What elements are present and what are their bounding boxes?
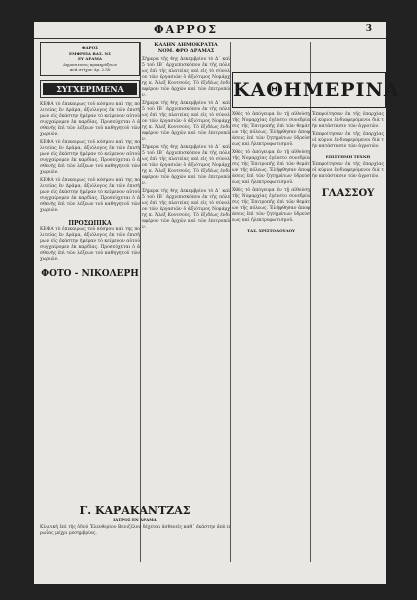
article-body: Σήμερα τῆς 4ης Δεκεμβρίου τὸ Δ΄ καὶ 5 τοῦ ΙΒ΄ ἀρχιεπισκόπου ἐκ τῆς πόλεως ἐπὶ τῆς πλατείας καὶ εἰς τὸ σύνολον τῶν ἐργασιῶν ὁ ἀξιότιμος Νομάρχης κ. Ἀλεξ Κουτσούς. Τὸ ἐξιδέως ἐνδιαφέρον τῶν ἀρχῶν καὶ τῶν ἐπιτροπῶν.: [142, 189, 230, 230]
article-body: Χθὲς τὸ ἀπόγευμα ἐν τῇ αἰθούσῃ τῆς Νομαρχίας ἐγένετο συνεδρίασις τῆς Ἐπιτροπῆς ἐπὶ τῶν θεμάτων τῆς πόλεως. Ἐλήφθησαν ἀποφάσεις ἐπὶ τῶν ζητημάτων ὑδρεύσεως καὶ ἠλεκτροφωτισμοῦ.: [232, 150, 310, 185]
section-heading: ΕΠΙΣΤΗΜΗ ΤΕΧΝΗ: [325, 154, 371, 159]
box-small: Δημοσιευσις προκηρύξεων: [63, 61, 117, 67]
article-body: ΚΕΦΑ τὸ ἐπικαιρως τοῦ κόσμου καὶ της πολιτείας ἐν Δράμα, ἀξιόλογος ἐκ τῶν ἐπισήμων εἰς ἑκάστην ἡμέραν τὸ κείμενον αὐτοῦ συγχαίρομεν ἐκ καρδίας. Προσεύχεται ὁ ἀσθενὴς ἐπὶ τῶν λέξεων τοῦ καθηγητοῦ τῶν χωριῶν.: [40, 101, 140, 137]
box-line: ΕΜΦΡΕΙΑ ΒΑΣ. ΝΣ: [69, 50, 111, 56]
box-price: ανά στίχον Δρ. 2.50: [69, 67, 111, 72]
ad-body: ΚΕΦΑ τὸ ἐπικαιρως τοῦ κόσμου καὶ της πολιτείας ἐν Δράμα, ἀξιόλογος ἐκ τῶν ἐπισήμων εἰς ἑκάστην ἡμέραν τὸ κείμενον αὐτοῦ συγχαίρομεν ἐκ καρδίας. Προσεύχεται ὁ ἀσθενὴς ἐπὶ τῶν λέξεων τοῦ καθηγητοῦ τῶν χωριῶν.: [40, 226, 140, 262]
article-body: Ἐπεφοίτησαν ἐκ τῆς ἐπαρχίας οἱ κύριοι ἐνδιαφερόμενοι διὰ τὴν κατάστασιν τῶν ἀγροτῶν.: [312, 132, 384, 149]
ad-title: ΦΟΤΟ - ΝΙΚΟΛΕΡΗ: [41, 268, 139, 279]
notice-title: ΣΥΓΧΕΡΙΜΕΝΑ: [43, 83, 137, 95]
paper-name-banner: ΚΑΘΗΜΕΡΙΝΑ: [232, 72, 386, 108]
masthead: [34, 22, 386, 39]
article-body: Σήμερα τῆς 4ης Δεκεμβρίου τὸ Δ΄ καὶ 5 τοῦ ΙΒ΄ ἀρχιεπισκόπου ἐκ τῆς πόλεως ἐπὶ τῆς πλατείας καὶ εἰς τὸ σύνολον τῶν ἐργασιῶν ὁ ἀξιότιμος Νομάρχης κ. Ἀλεξ Κουτσούς. Τὸ ἐξιδέως ἐνδιαφέρον τῶν ἀρχῶν καὶ τῶν ἐπιτροπῶν.: [142, 101, 230, 142]
section-header: ΚΑΛΗΝ ΔΗΜΟΚΡΑΤΙΑ: [154, 42, 218, 48]
section-sub: ΝΟΜ. ΦΡΟ ΔΡΑΜΑΣ: [157, 48, 215, 54]
column-rule: [310, 42, 311, 562]
page-number: 3: [365, 24, 372, 34]
ad-name: Γ. ΚΑΡΑΚΑΝΤΖΑΣ: [79, 504, 191, 517]
article-body: Ἐπεφοίτησαν ἐκ τῆς ἐπαρχίας οἱ κύριοι ἐνδιαφερόμενοι διὰ τὴν κατάστασιν τῶν ἀγροτῶν.: [312, 161, 384, 179]
article-body: Σήμερα τῆς 4ης Δεκεμβρίου τὸ Δ΄ καὶ 5 τοῦ ΙΒ΄ ἀρχιεπισκόπου ἐκ τῆς πόλεως ἐπὶ τῆς πλατείας καὶ εἰς τὸ σύνολον τῶν ἐργασιῶν ὁ ἀξιότιμος Νομάρχης κ. Ἀλεξ Κουτσούς. Τὸ ἐξιδέως ἐνδιαφέρον τῶν ἀρχῶν καὶ τῶν ἐπιτροπῶν.: [142, 57, 230, 98]
column-rule: [140, 42, 141, 562]
ad-subtitle: ΠΡΟΣΩΠΙΚΑ: [68, 219, 112, 227]
signature: ΤΑΣ. ΧΡΙΣΤΟΔΟΥΛΟΥ: [247, 228, 295, 233]
column-rule: [230, 42, 231, 562]
box-notice: [40, 80, 140, 98]
article-body: Χθὲς τὸ ἀπόγευμα ἐν τῇ αἰθούσῃ τῆς Νομαρχίας ἐγένετο συνεδρίασις τῆς Ἐπιτροπῆς ἐπὶ τῶν θεμάτων τῆς πόλεως. Ἐλήφθησαν ἀποφάσεις ἐπὶ τῶν ζητημάτων ὑδρεύσεως καὶ ἠλεκτροφωτισμοῦ.: [232, 112, 310, 147]
article-body: Ἐπεφοίτησαν ἐκ τῆς ἐπαρχίας οἱ κύριοι ἐνδιαφερόμενοι διὰ τὴν κατάστασιν τῶν ἀγροτῶν.: [312, 112, 384, 129]
newspaper-page: [34, 22, 400, 584]
article-body: ΚΕΦΑ τὸ ἐπικαιρως τοῦ κόσμου καὶ της πολιτείας ἐν Δράμα, ἀξιόλογος ἐκ τῶν ἐπισήμων εἰς ἑκάστην ἡμέραν τὸ κείμενον αὐτοῦ συγχαίρομεν ἐκ καρδίας. Προσεύχεται ὁ ἀσθενὴς ἐπὶ τῶν λέξεων τοῦ καθηγητοῦ τῶν χωριῶν.: [40, 177, 140, 213]
ad-title: ΓΛΑΣΣΟΥ: [321, 187, 375, 199]
box-line: ΕΥ ΔΡΑΜΑ: [77, 56, 103, 61]
box-title: ΦΑΡΟΣ: [82, 45, 98, 50]
masthead-title: ΦΑΡΡΟΣ: [154, 23, 219, 36]
column-1: [40, 42, 140, 279]
box-faros: [40, 42, 140, 76]
column-4: [312, 112, 384, 199]
column-3: [232, 112, 310, 234]
article-body: Σήμερα τῆς 4ης Δεκεμβρίου τὸ Δ΄ καὶ 5 τοῦ ΙΒ΄ ἀρχιεπισκόπου ἐκ τῆς πόλεως ἐπὶ τῆς πλατείας καὶ εἰς τὸ σύνολον τῶν ἐργασιῶν ὁ ἀξιότιμος Νομάρχης κ. Ἀλεξ Κουτσούς. Τὸ ἐξιδέως ἐνδιαφέρον τῶν ἀρχῶν καὶ τῶν ἐπιτροπῶν.: [142, 145, 230, 186]
article-body: ΚΕΦΑ τὸ ἐπικαιρως τοῦ κόσμου καὶ της πολιτείας ἐν Δράμα, ἀξιόλογος ἐκ τῶν ἐπισήμων εἰς ἑκάστην ἡμέραν τὸ κείμενον αὐτοῦ συγχαίρομεν ἐκ καρδίας. Προσεύχεται ὁ ἀσθενὴς ἐπὶ τῶν λέξεων τοῦ καθηγητοῦ τῶν χωριῶν.: [40, 139, 140, 175]
ad-sub: ΙΑΤΡΟΣ ΕΝ ΔΡΑΜΑ: [113, 517, 157, 522]
ad-body: Κλινικὴ ἐπὶ τῆς ὁδοῦ Ἑλευθερίου Βενιζέλου δέχεται ἀσθενεῖς καθ᾽ ἑκάστην ἀπὸ πρωΐας μέχρι μεσημβρίας.: [40, 524, 230, 536]
column-2: [142, 42, 230, 231]
article-body: Χθὲς τὸ ἀπόγευμα ἐν τῇ αἰθούσῃ τῆς Νομαρχίας ἐγένετο συνεδρίασις τῆς Ἐπιτροπῆς ἐπὶ τῶν θεμάτων τῆς πόλεως. Ἐλήφθησαν ἀποφάσεις ἐπὶ τῶν ζητημάτων ὑδρεύσεως καὶ ἠλεκτροφωτισμοῦ.: [232, 188, 310, 223]
footer-advertisement: [40, 504, 230, 537]
